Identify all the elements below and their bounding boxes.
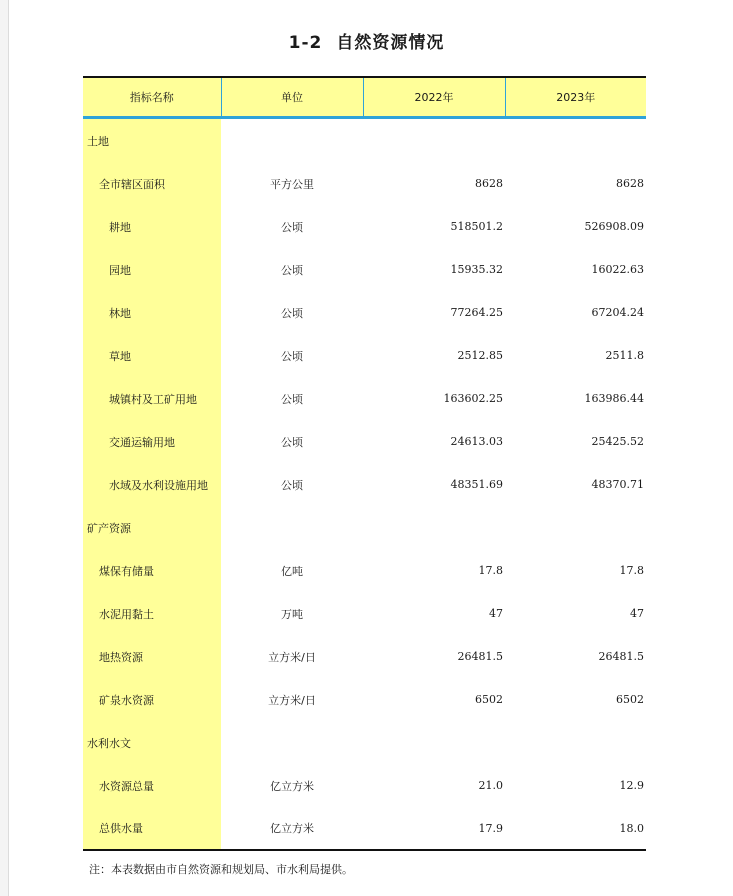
value-2023: 8628 [616,177,644,190]
unit-cell: 公顷 [281,220,303,234]
value-2023 [505,721,646,764]
value-2023: 16022.63 [591,263,644,276]
indicator-name: 煤保有储量 [83,549,221,592]
footnote: 注：本表数据由市自然资源和规划局、市水利局提供。 [89,863,353,876]
value-2023: 2511.8 [605,349,644,362]
indicator-name: 草地 [83,334,221,377]
unit-cell: 万吨 [281,607,303,621]
unit-cell: 公顷 [281,263,303,277]
unit-cell: 亿立方米 [221,807,363,850]
value-2022: 17.8 [478,564,503,577]
value-2023: 26481.5 [598,650,644,663]
value-2023: 12.9 [619,779,644,792]
indicator-name: 林地 [83,291,221,334]
header-indicator: 指标名称 [83,77,221,117]
unit-cell: 立方米/日 [268,650,316,664]
value-2022: 17.9 [363,807,505,850]
indicator-name: 全市辖区面积 [83,162,221,205]
unit-cell [221,119,363,162]
indicator-name: 园地 [83,248,221,291]
unit-cell: 公顷 [281,392,303,406]
table-row [83,334,646,377]
table-row [83,635,646,678]
indicator-name: 水利水文 [83,721,221,764]
value-2022: 163602.25 [443,392,503,405]
value-2023: 6502 [616,693,644,706]
unit-cell: 公顷 [281,478,303,492]
header-2022: 2022年 [363,77,505,117]
indicator-name: 总供水量 [83,807,221,850]
value-2022: 47 [489,607,503,620]
value-2023: 47 [630,607,644,620]
indicator-name: 水资源总量 [83,764,221,807]
unit-cell [221,721,363,764]
value-2022: 8628 [475,177,503,190]
table-row [83,377,646,420]
table-number: 1-2 [288,33,323,53]
unit-cell: 公顷 [281,306,303,320]
table-row [83,162,646,205]
table-row [83,592,646,635]
value-2023: 67204.24 [591,306,644,319]
unit-cell: 亿立方米 [270,779,314,793]
value-2022: 48351.69 [450,478,503,491]
indicator-name: 地热资源 [83,635,221,678]
value-2023: 25425.52 [591,435,644,448]
table-row [83,420,646,463]
header-unit: 单位 [221,77,363,117]
unit-cell: 公顷 [281,435,303,449]
unit-cell: 亿吨 [281,564,303,578]
value-2022 [363,721,505,764]
statistics-table [83,76,646,851]
value-2023: 48370.71 [591,478,644,491]
indicator-name: 水域及水利设施用地 [83,463,221,506]
unit-cell: 立方米/日 [268,693,316,707]
value-2022 [363,119,505,162]
table-row [83,291,646,334]
indicator-name: 矿产资源 [83,506,221,549]
value-2023 [505,119,646,162]
page-title [0,28,733,53]
indicator-name: 耕地 [83,205,221,248]
value-2023: 18.0 [505,807,646,850]
indicator-name: 土地 [83,119,221,162]
table-row [83,119,646,162]
table-row [83,678,646,721]
unit-cell: 平方公里 [270,177,314,191]
table-row [83,463,646,506]
page-edge [0,0,9,896]
value-2022: 2512.85 [457,349,503,362]
indicator-name: 交通运输用地 [83,420,221,463]
table-row [83,721,646,764]
value-2023: 526908.09 [584,220,644,233]
table-row [83,764,646,807]
table-title: 自然资源情况 [336,33,445,53]
table-row [83,807,646,850]
table-row [83,549,646,592]
indicator-name: 水泥用黏土 [83,592,221,635]
header-2023: 2023年 [505,77,646,117]
unit-cell: 公顷 [281,349,303,363]
indicator-name: 城镇村及工矿用地 [83,377,221,420]
value-2022: 26481.5 [457,650,503,663]
value-2022: 77264.25 [450,306,503,319]
value-2022: 6502 [475,693,503,706]
unit-cell [221,506,363,549]
value-2022: 15935.32 [450,263,503,276]
value-2022: 21.0 [478,779,503,792]
value-2023 [505,506,646,549]
header-row [83,77,646,117]
value-2023: 17.8 [619,564,644,577]
table-row [83,248,646,291]
indicator-name: 矿泉水资源 [83,678,221,721]
table-row [83,205,646,248]
value-2023: 163986.44 [584,392,644,405]
value-2022: 24613.03 [450,435,503,448]
value-2022 [363,506,505,549]
table-body [83,117,646,850]
value-2022: 518501.2 [450,220,503,233]
table-row [83,506,646,549]
